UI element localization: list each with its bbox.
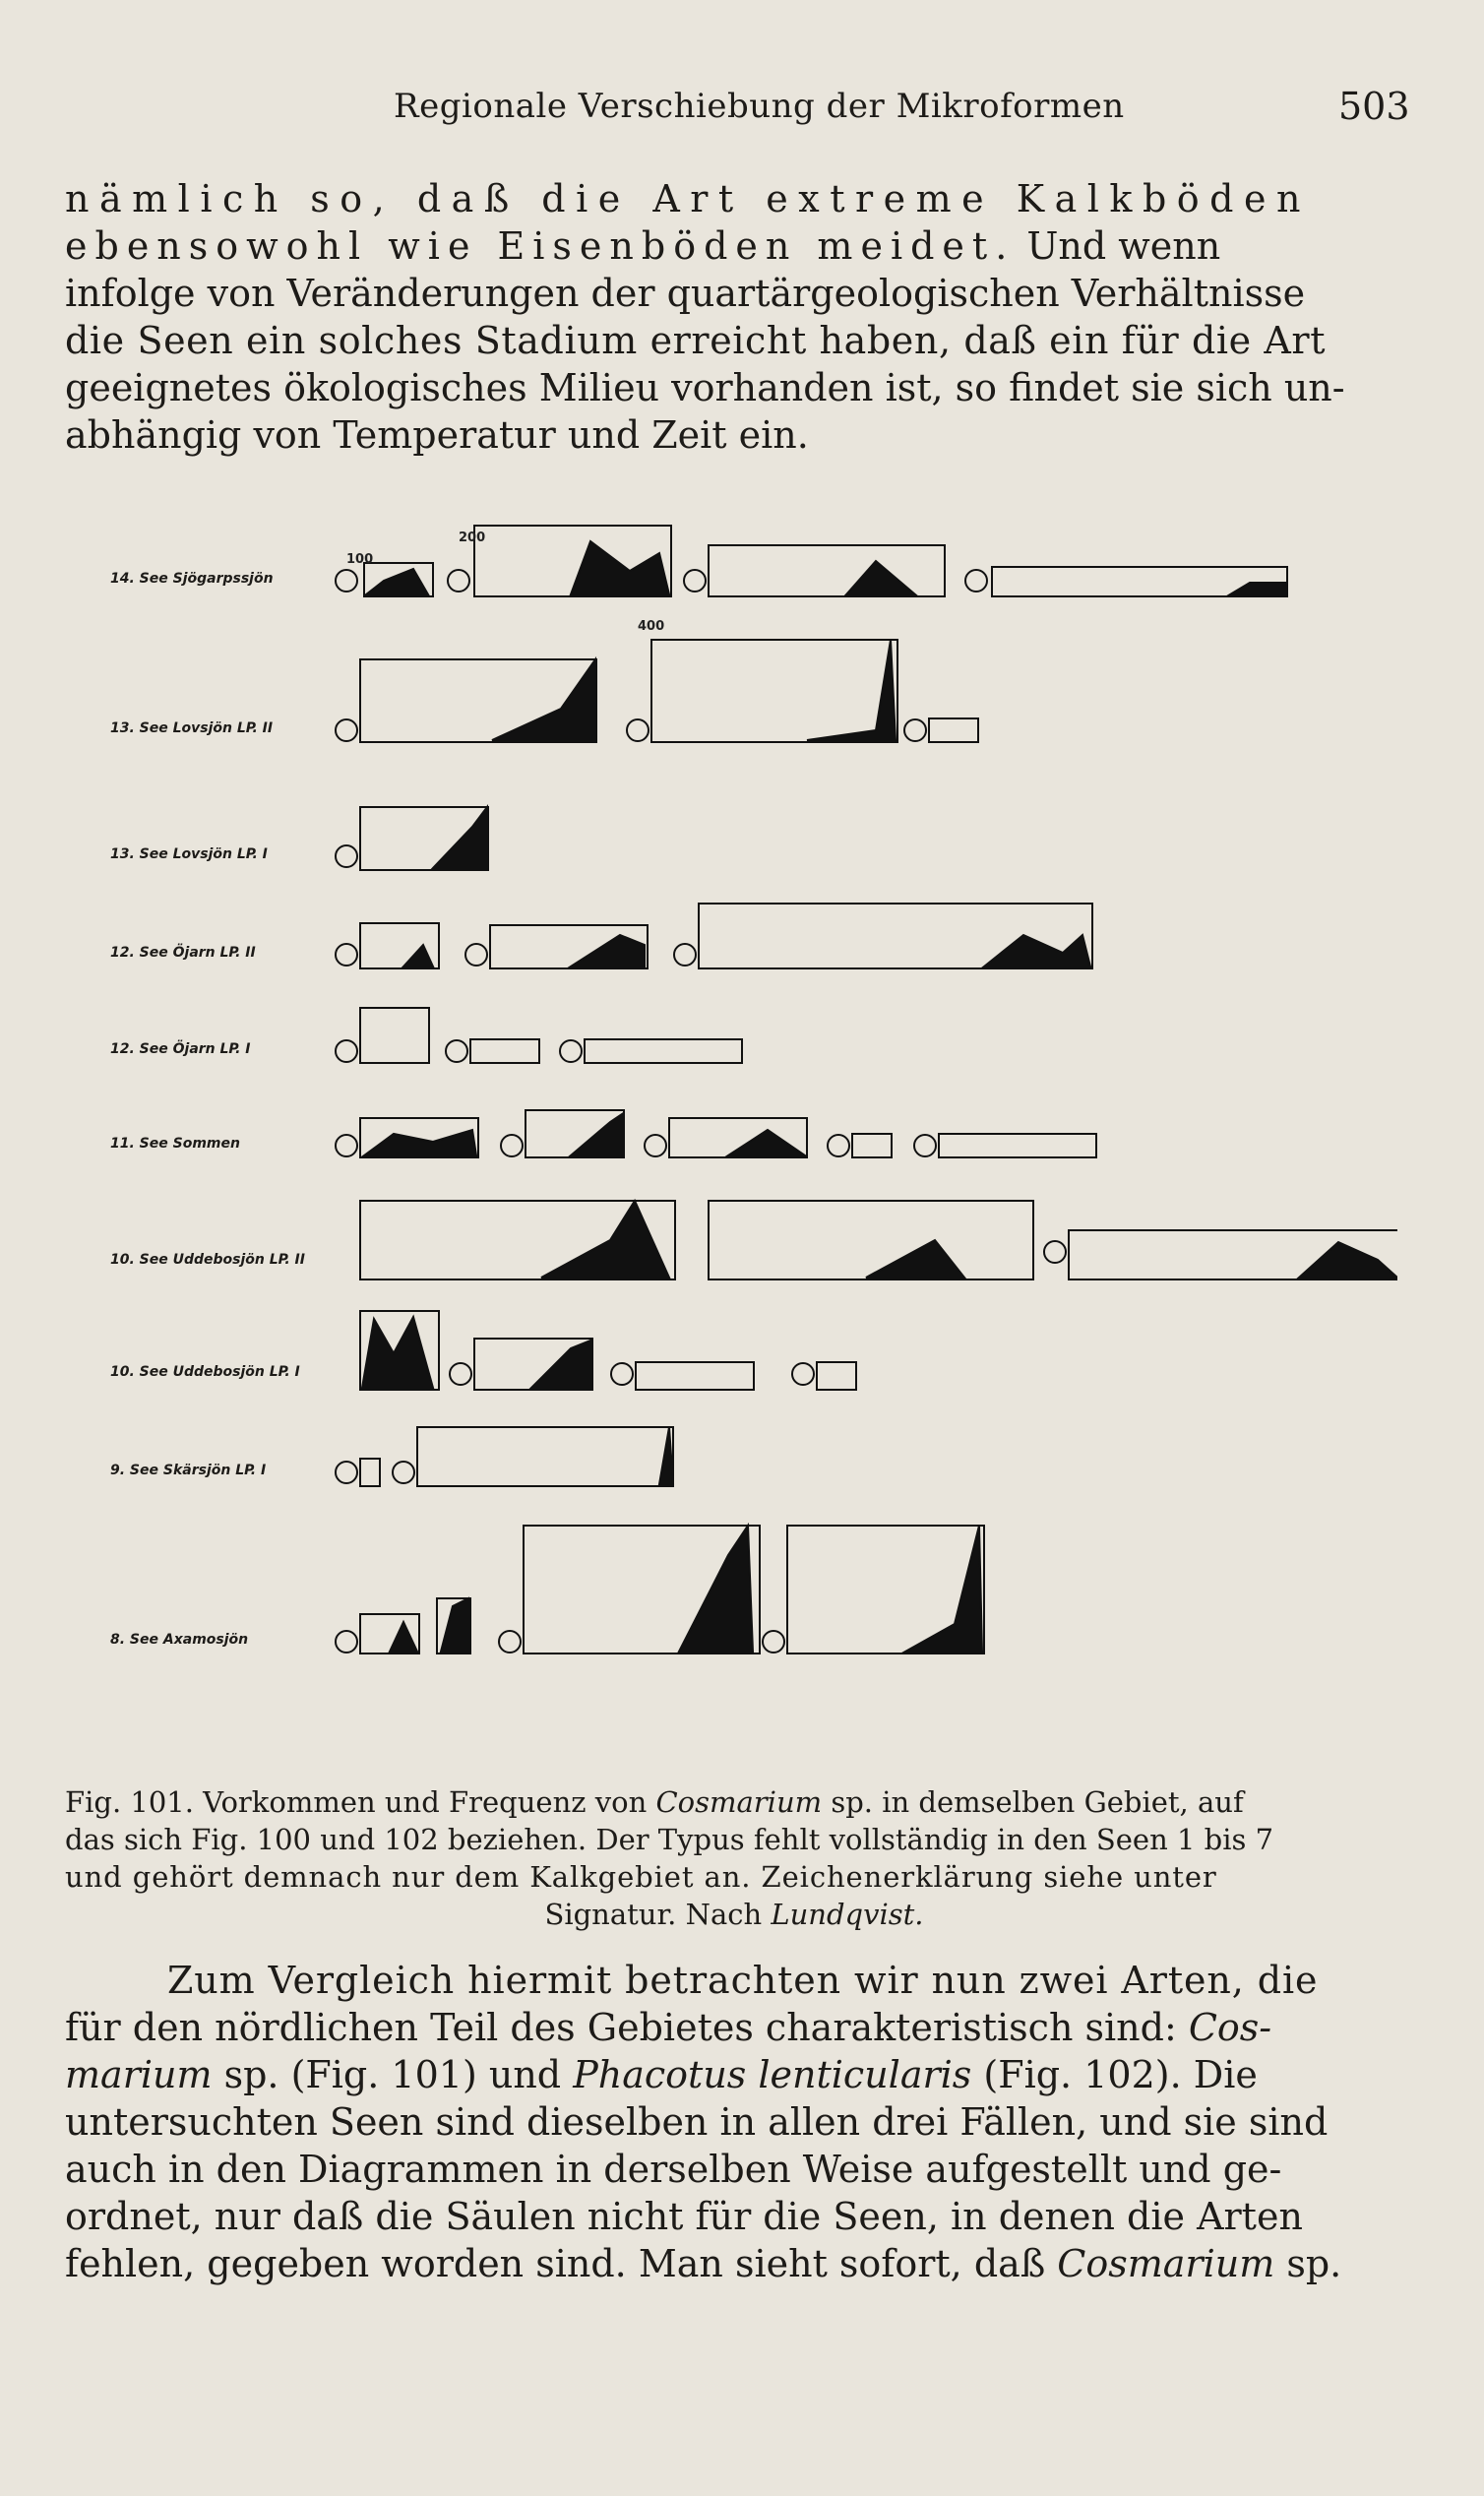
text-span: sp. (1274, 2242, 1342, 2285)
text-span: fehlen, gegeben worden sind. Man sieht sofort, daß (65, 2242, 1058, 2285)
diagram-row-10-ii (360, 1201, 1397, 1279)
text-line: infolge von Veränderungen der quartärgeologischen Verhältnisse (65, 272, 1306, 315)
diagram-label: 13. See Lovsjön LP. II (110, 720, 274, 736)
caption-line: und gehört demnach nur dem Kalkgebiet an. Zeichenerklärung siehe unter (65, 1860, 1217, 1894)
diagram-label: 14. See Sjögarpssjön (110, 571, 274, 587)
text-line (65, 222, 1407, 270)
top-paragraph (65, 175, 1407, 459)
axis-tick: 400 (638, 619, 665, 634)
text-span: (Fig. 102). Die (971, 2053, 1258, 2096)
caption-text: Fig. 101. Vorkommen und Frequenz von (65, 1785, 656, 1819)
text-line: auch in den Diagrammen in derselben Weise aufgestellt und ge- (65, 2148, 1282, 2191)
text-span: Und wenn (1015, 224, 1221, 268)
diagram-row-13-i (336, 807, 488, 870)
spaced-text: ebensowohl wie Eisenböden meidet. (65, 224, 1016, 268)
page-number: 503 (1338, 85, 1410, 128)
caption-line (65, 1783, 1403, 1821)
diagram-label: 12. See Öjarn LP. II (110, 945, 256, 961)
text-line: untersuchten Seen sind dieselben in allen drei Fällen, und sie sind (65, 2100, 1329, 2144)
text-line: geeignetes ökologisches Milieu vorhanden ist, so findet sie sich un- (65, 366, 1345, 409)
lake-marker (336, 570, 357, 592)
diagram-row-10-i (360, 1311, 856, 1390)
text-line: nämlich so, daß die Art extreme Kalkböden (65, 177, 1311, 220)
caption-text: Signatur. Nach (544, 1898, 772, 1931)
running-header: Regionale Verschiebung der Mikroformen (394, 87, 1125, 126)
axis-tick: 100 (346, 552, 374, 567)
text-line: abhängig von Temperatur und Zeit ein. (65, 413, 809, 457)
figure-diagrams (98, 512, 1397, 1752)
text-line (65, 2051, 1407, 2098)
figure-caption (65, 1783, 1403, 1933)
diagram-row-11 (336, 1110, 1096, 1157)
text-line: ordnet, nur daß die Säulen nicht für die Seen, in denen die Arten (65, 2195, 1303, 2238)
diagram-row-12-i (336, 1008, 742, 1063)
diagram-label: 10. See Uddebosjön LP. II (110, 1252, 305, 1268)
text-span: sp. (Fig. 101) und (212, 2053, 574, 2096)
bottom-paragraph (65, 1957, 1407, 2287)
diagram-row-8 (336, 1526, 984, 1654)
caption-text: sp. in demselben Gebiet, auf (822, 1785, 1244, 1819)
diagram-label: 11. See Sommen (110, 1136, 240, 1152)
diagram-label: 12. See Öjarn LP. I (110, 1041, 251, 1057)
author-name: Lundqvist. (771, 1898, 924, 1931)
species-name: Cosmarium (655, 1785, 823, 1819)
text-line: Zum Vergleich hiermit betrachten wir nun zwei Arten, die (167, 1959, 1319, 2002)
diagram-label: 13. See Lovsjön LP. I (110, 846, 268, 862)
text-line (65, 2240, 1407, 2287)
diagram-row-9 (336, 1427, 673, 1486)
species-name: Cosmarium (1057, 2242, 1275, 2285)
text-line: die Seen ein solches Stadium erreicht haben, daß ein für die Art (65, 319, 1327, 362)
figure-101 (98, 512, 1397, 1752)
diagram-label: 8. See Axamosjön (110, 1632, 249, 1648)
text-span: für den nördlichen Teil des Gebietes charakteristisch sind: (65, 2006, 1189, 2049)
axis-tick: 200 (459, 530, 486, 545)
species-name: marium (65, 2053, 213, 2096)
caption-line (65, 1896, 1403, 1933)
text-line (65, 2004, 1407, 2051)
caption-line: das sich Fig. 100 und 102 beziehen. Der Typus fehlt vollständig in den Seen 1 bis 7 (65, 1823, 1274, 1856)
species-name: Phacotus lenticularis (573, 2053, 972, 2096)
diagram-label: 10. See Uddebosjön LP. I (110, 1364, 300, 1380)
diagram-row-13-ii (336, 640, 978, 742)
diagram-label: 9. See Skärsjön LP. I (110, 1463, 267, 1478)
species-name: Cos- (1188, 2006, 1272, 2049)
diagram-row-12-ii (336, 904, 1092, 968)
